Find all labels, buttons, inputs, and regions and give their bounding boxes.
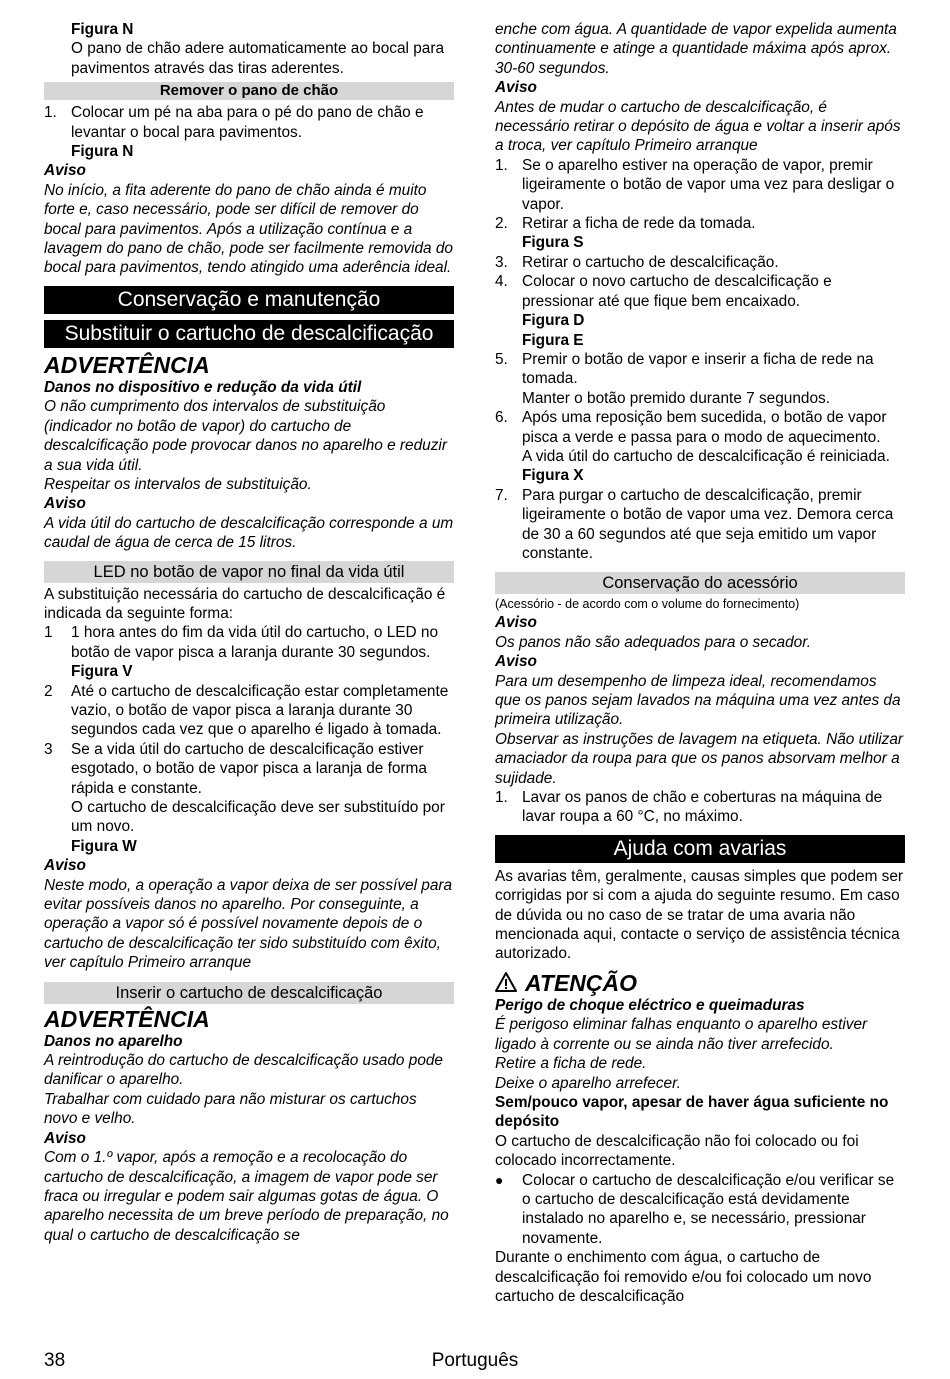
list-text: Retirar o cartucho de descalcificação. [522, 253, 779, 271]
figure-ref: Figura W [71, 837, 137, 855]
list-text: Lavar os panos de chão e coberturas na máquina de lavar roupa a 60 °C, no máximo. [522, 789, 883, 826]
warning-subtitle: Perigo de choque eléctrico e queimaduras [495, 996, 805, 1014]
note-text: Neste modo, a operação a vapor deixa de ser possível para evitar possíveis danos no aparelho. Por conseguinte, a operação a vapor só é possível novamente depois de o cartucho de descalcificação ter sido substituído com êxito, ver capítulo Primeiro arranque [44, 876, 453, 972]
list-item [495, 408, 905, 447]
list-item [44, 103, 454, 142]
warning-text: A reintrodução do cartucho de descalcificação usado pode danificar o aparelho. [44, 1052, 443, 1089]
list-number: 1 [44, 624, 53, 642]
section-heading-led: LED no botão de vapor no final da vida útil [44, 561, 454, 583]
paragraph: O cartucho de descalcificação não foi colocado ou foi colocado incorrectamente. [495, 1132, 859, 1170]
figure-ref: Figura N [71, 143, 134, 161]
list-text: Após uma reposição bem sucedida, o botão de vapor pisca a verde e passa para o modo de aquecimento. [522, 409, 887, 446]
list-number: 1. [44, 104, 57, 122]
figure-ref: Figura N [71, 21, 134, 38]
right-column [495, 20, 905, 1306]
footer-language: Português [431, 1350, 519, 1371]
list-number: 2. [495, 215, 508, 233]
left-column [44, 20, 454, 1245]
list-text: Se a vida útil do cartucho de descalcificação estiver esgotado, o botão de vapor pisca a laranja de forma rápida e constante. [71, 740, 427, 797]
warning-title: ADVERTÊNCIA [44, 351, 210, 378]
list-item [495, 253, 905, 272]
warning-title-row [495, 970, 905, 996]
list-item [495, 156, 905, 214]
paragraph: O cartucho de descalcificação deve ser substituído por um novo. [71, 799, 445, 836]
list-number: 3. [495, 253, 508, 271]
list-number: 3 [44, 740, 53, 758]
paragraph: Manter o botão premido durante 7 segundos. [522, 389, 831, 407]
section-heading-acessorio: Conservação do acessório [495, 572, 905, 594]
list-text: Premir o botão de vapor e inserir a ficha de rede na tomada. [522, 350, 874, 388]
list-number: 4. [495, 273, 508, 291]
list-item [44, 740, 454, 798]
list-text: Colocar um pé na aba para o pé do pano de chão e levantar o bocal para pavimentos. [71, 104, 424, 141]
list-number: 7. [495, 486, 508, 504]
paragraph: As avarias têm, geralmente, causas simples que podem ser corrigidas por si com a ajuda do seguinte resumo. Em caso de dúvida ou no caso de se tratar de uma avaria não mencionada aqui, contacte o serviço de assistência técnica autorizado. [495, 867, 904, 963]
list-item [495, 214, 905, 233]
note-text: No início, a fita aderente do pano de chão ainda é muito forte e, caso necessário, pode ser difícil de remover do bocal para pavimentos. Após a utilização contínua e a lavagem do pano de chão, pode ser facilmente removida do bocal para pavimentos, tendo atingido uma aderência ideal. [44, 181, 453, 277]
figure-ref: Figura E [522, 331, 584, 349]
warning-text: Trabalhar com cuidado para não misturar os cartuchos novo e velho. [44, 1090, 417, 1128]
warning-text: Deixe o aparelho arrefecer. [495, 1074, 681, 1092]
warning-title: ATENÇÃO [525, 969, 638, 996]
note-text: enche com água. A quantidade de vapor expelida aumenta continuamente e atinge a quantidade máxima após aprox. 30-60 segundos. [495, 21, 897, 77]
list-text: Colocar o cartucho de descalcificação e/ou verificar se o cartucho de descalcificação está devidamente instalado no aparelho e, se necessário, pressionar novamente. [522, 1171, 895, 1247]
warning-text: Retire a ficha de rede. [495, 1055, 647, 1073]
warning-subtitle: Danos no dispositivo e redução da vida útil [44, 378, 362, 396]
warning-subtitle: Danos no aparelho [44, 1032, 183, 1050]
figure-ref: Figura S [522, 234, 584, 252]
list-text: Colocar o novo cartucho de descalcificação e pressionar até que fique bem encaixado. [522, 273, 832, 310]
list-text: Até o cartucho de descalcificação estar completamente vazio, o botão de vapor pisca a laranja durante 30 segundos cada vez que o aparelho é ligado à tomada. [71, 682, 449, 739]
note-text: Com o 1.º vapor, após a remoção e a recolocação do cartucho de descalcificação, a imagem de vapor pode ser fraca ou irregular e podem sair algumas gotas de água. O aparelho necessita de um breve período de preparação, no qual o cartucho de descalcificação se [44, 1149, 449, 1244]
paragraph: Durante o enchimento com água, o cartucho de descalcificação foi removido e/ou foi colocado um novo cartucho de descalcificação [495, 1249, 872, 1305]
list-item [495, 272, 905, 311]
warning-triangle-icon [495, 971, 517, 993]
paragraph: A substituição necessária do cartucho de descalcificação é indicada da seguinte forma: [44, 585, 446, 622]
fault-heading: Sem/pouco vapor, apesar de haver água suficiente no depósito [495, 1093, 889, 1131]
note-label: Aviso [495, 614, 537, 632]
bullet-icon: ● [495, 1171, 504, 1188]
list-number: 1. [495, 789, 508, 807]
warning-text: O não cumprimento dos intervalos de substituição (indicador no botão de vapor) do cartucho de descalcificação pode provocar danos no aparelho e reduzir a sua vida útil. [44, 398, 447, 474]
paragraph: (Acessório - de acordo com o volume do fornecimento) [495, 597, 800, 612]
note-label: Aviso [495, 79, 537, 97]
warning-text: Respeitar os intervalos de substituição. [44, 475, 312, 493]
figure-ref: Figura V [71, 663, 133, 681]
section-heading-inserir: Inserir o cartucho de descalcificação [44, 982, 454, 1004]
bullet-item [495, 1171, 905, 1249]
list-text: 1 hora antes do fim da vida útil do cartucho, o LED no botão de vapor pisca a laranja durante 30 segundos. [71, 624, 439, 661]
note-label: Aviso [44, 162, 86, 180]
list-item [44, 623, 454, 662]
chapter-heading-ajuda: Ajuda com avarias [495, 835, 905, 863]
note-label: Aviso [44, 857, 86, 875]
figure-ref: Figura X [522, 467, 584, 485]
list-number: 6. [495, 409, 508, 427]
list-item [44, 682, 454, 740]
note-label: Aviso [44, 1129, 86, 1147]
note-text: Observar as instruções de lavagem na etiqueta. Não utilizar amaciador da roupa para que os panos absorvam melhor a sujidade. [495, 730, 904, 787]
warning-title: ADVERTÊNCIA [44, 1005, 210, 1032]
list-text: Se o aparelho estiver na operação de vapor, premir ligeiramente o botão de vapor uma vez para desligar o vapor. [522, 156, 895, 213]
note-text: Os panos não são adequados para o secador. [495, 633, 812, 651]
note-text: Antes de mudar o cartucho de descalcificação, é necessário retirar o depósito de água e voltar a inserir após a troca, ver capítulo Primeiro arranque [495, 98, 901, 155]
list-item [495, 788, 905, 827]
chapter-heading-conservacao: Conservação e manutenção [44, 286, 454, 314]
warning-text: É perigoso eliminar falhas enquanto o aparelho estiver ligado à corrente ou se ainda não tiver arrefecido. [495, 1016, 868, 1053]
page-number: 38 [44, 1350, 66, 1371]
note-text: Para um desempenho de limpeza ideal, recomendamos que os panos sejam lavados na máquina uma vez antes da primeira utilização. [495, 672, 901, 729]
list-text: Retirar a ficha de rede da tomada. [522, 215, 756, 233]
list-item [495, 486, 905, 564]
chapter-heading-substituir: Substituir o cartucho de descalcificação [44, 320, 454, 348]
list-number: 2 [44, 682, 53, 700]
note-label: Aviso [495, 653, 537, 671]
figure-ref: Figura D [522, 312, 585, 330]
note-text: A vida útil do cartucho de descalcificação corresponde a um caudal de água de cerca de 15 litros. [44, 514, 454, 552]
note-label: Aviso [44, 495, 86, 513]
list-item [495, 350, 905, 389]
section-heading-remover: Remover o pano de chão [44, 82, 454, 100]
paragraph: O pano de chão adere automaticamente ao bocal para pavimentos através das tiras aderentes. [71, 40, 445, 77]
list-number: 5. [495, 350, 508, 368]
list-text: Para purgar o cartucho de descalcificação, premir ligeiramente o botão de vapor uma vez. Demora cerca de 30 a 60 segundos até que seja emitido um vapor constante. [522, 486, 894, 562]
list-number: 1. [495, 156, 508, 174]
paragraph: A vida útil do cartucho de descalcificação é reiniciada. [522, 447, 890, 465]
